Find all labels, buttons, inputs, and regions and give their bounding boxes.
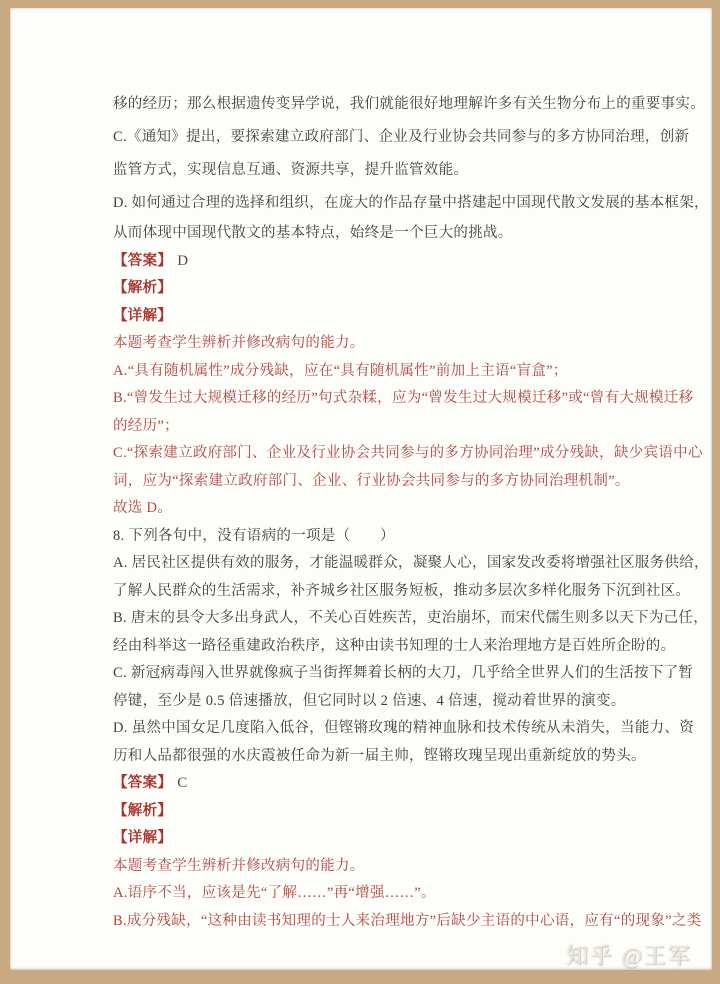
answer-label: 【答案】 xyxy=(113,252,173,269)
q8-option-a-line-2: 了解人民群众的生活需求，补齐城乡社区服务短板，推动多层次多样化服务下沉到社区。 xyxy=(113,582,691,599)
answer-line-q7 xyxy=(113,248,661,276)
document-page xyxy=(10,8,712,970)
continuation-line: 移的经历；那么根据遗传变异学说，我们就能很好地理解许多有关生物分布上的重要事实。 xyxy=(113,96,705,112)
q8-option-c-line-1: C. 新冠病毒闯入世界就像疯子当街挥舞着长柄的大刀，几乎给全世界人们的生活按下了暂 xyxy=(113,665,694,681)
explanation-q7-intro: 本题考查学生辨析并修改病句的能力。 xyxy=(113,335,365,351)
explanation-q8-a: A.语序不当，应该是先“了解……”再“增强……”。 xyxy=(113,885,436,901)
q8-option-c-line-2: 停键，至少是 0.5 倍速播放，但它同时以 2 倍速、4 倍速，搅动着世界的演变。 xyxy=(113,692,626,709)
explanation-q8-intro: 本题考查学生辨析并修改病句的能力。 xyxy=(113,857,365,874)
explanation-q7-a: A.“具有随机属性”成分残缺，应在“具有随机属性”前加上主语“盲盒”； xyxy=(113,362,568,379)
answer-value: D xyxy=(177,252,189,269)
option-c-line-1: C.《通知》提出，要探索建立政府部门、企业及行业协会共同参与的多方协同治理，创新 xyxy=(113,129,690,145)
q8-option-b-line-2: 经由科举这一路径重建政治秩序，这种由读书知理的士人来治理地方是百姓所企盼的。 xyxy=(113,637,676,654)
explanation-q7-b-line-1: B.“曾发生过大规模迁移的经历”句式杂糅，应为“曾发生过大规模迁移”或“曾有大规模迁移 xyxy=(113,390,694,406)
explanation-q7-conclusion: 故选 D。 xyxy=(113,500,173,516)
option-d-line-1: D. 如何通过合理的选择和组织，在庞大的作品存量中搭建起中国现代散文发展的基本框架， xyxy=(113,195,709,211)
answer-label: 【答案】 xyxy=(113,775,173,791)
detail-label-q7: 【详解】 xyxy=(113,307,173,324)
q8-option-a-line-1: A. 居民社区提供有效的服务，才能温暖群众，凝聚人心，国家发改委将增强社区服务供给， xyxy=(113,555,709,571)
question-8-stem: 8. 下列各句中，没有语病的一项是（ ） xyxy=(113,527,395,544)
explanation-q7-c-line-1: C.“探索建立政府部门、企业及行业协会共同参与的多方协同治理”成分残缺，缺少宾语中心 xyxy=(113,445,703,461)
answer-line-q8 xyxy=(113,770,661,798)
analysis-label-q8: 【解析】 xyxy=(113,802,173,819)
option-c-line-2: 监管方式，实现信息互通、资源共享，提升监管效能。 xyxy=(113,162,469,178)
q8-option-b-line-1: B. 唐末的县令大多出身武人，不关心百姓疾苦，吏治崩坏，而宋代儒生则多以天下为己任， xyxy=(113,610,709,626)
q8-option-d-line-2: 历和人品都很强的水庆霞被任命为新一届主帅，铿锵玫瑰呈现出重新绽放的势头。 xyxy=(113,747,646,764)
page-content xyxy=(113,88,709,935)
explanation-q7-c-line-2: 词，应为“探索建立政府部门、企业、行业协会共同参与的多方协同治理机制”。 xyxy=(113,472,630,489)
option-d-line-2: 从而体现中国现代散文的基本特点，始终是一个巨大的挑战。 xyxy=(113,225,513,241)
explanation-q7-b-line-2: 的经历”； xyxy=(113,417,179,434)
explanation-q8-b: B.成分残缺，“这种由读书知理的士人来治理地方”后缺少主语的中心语，应有“的现象”之类 xyxy=(113,912,702,929)
detail-label-q8: 【详解】 xyxy=(113,830,173,846)
answer-value: C xyxy=(177,775,188,791)
zhihu-watermark: 知乎 @王军 xyxy=(566,943,692,968)
analysis-label-q7: 【解析】 xyxy=(113,280,173,296)
q8-option-d-line-1: D. 虽然中国女足几度陷入低谷，但铿锵玫瑰的精神血脉和技术传统从未消失，当能力、资 xyxy=(113,720,695,736)
